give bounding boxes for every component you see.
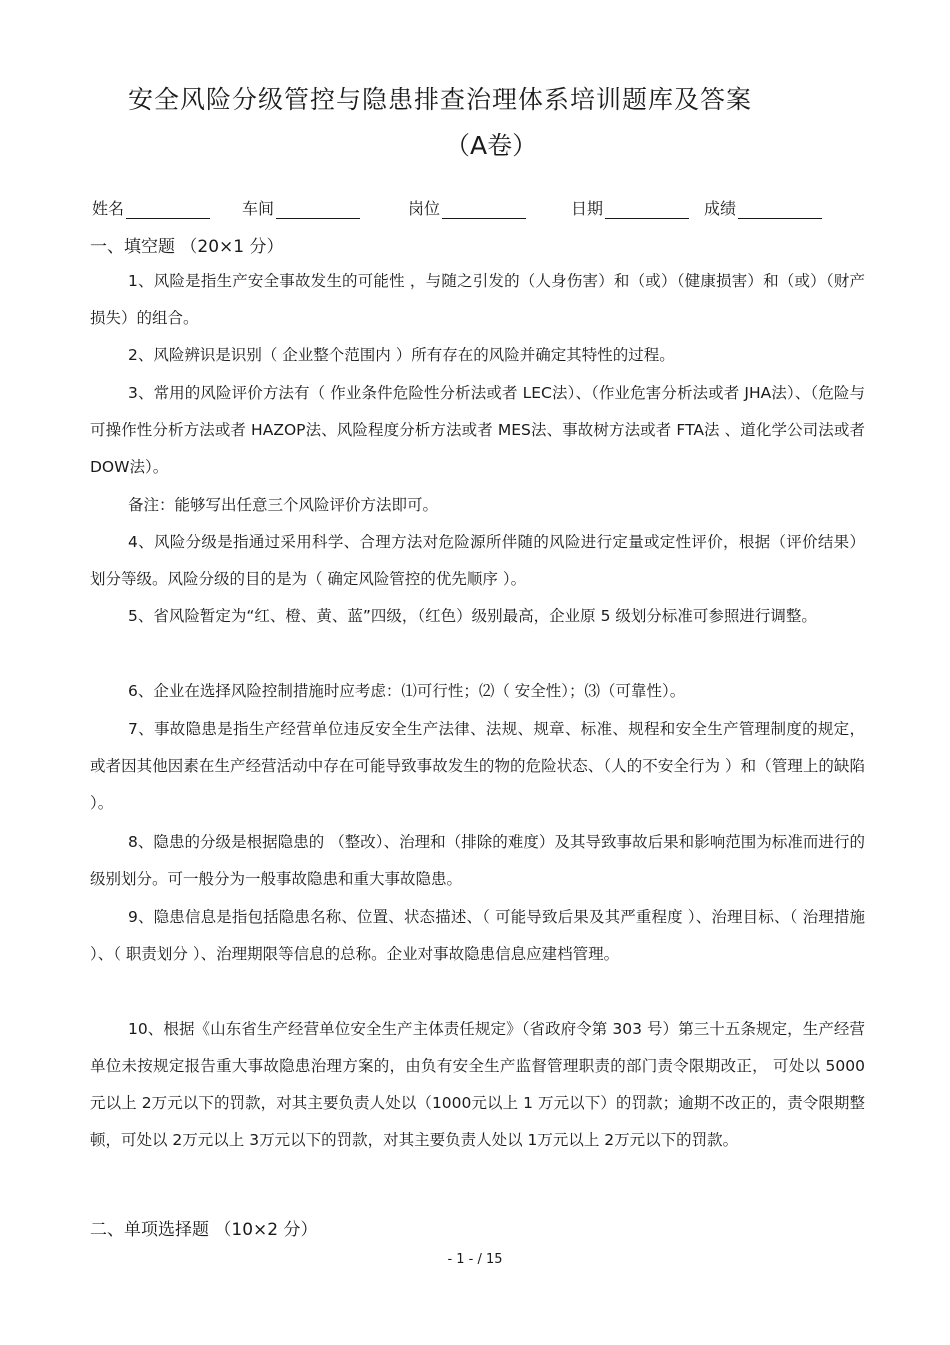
- page-number: - 1 - / 15: [447, 1252, 503, 1267]
- question-3: [90, 375, 865, 486]
- date-label: 日期: [571, 199, 604, 218]
- question-5: [90, 598, 865, 635]
- post-label: 岗位: [408, 199, 441, 218]
- question-10: [90, 1011, 865, 1159]
- post-field: [408, 196, 526, 219]
- question-9: [90, 899, 865, 973]
- workshop-blank: [276, 201, 360, 219]
- question-8: [90, 824, 865, 898]
- score-label: 成绩: [704, 199, 737, 218]
- question-6: [90, 673, 865, 710]
- score-field: [704, 196, 822, 219]
- question-7: [90, 711, 865, 822]
- section-fill-in-heading: 一、填空题 （20×1 分）: [90, 237, 284, 257]
- document-title: 安全风险分级管控与隐患排查治理体系培训题库及答案: [128, 85, 753, 114]
- score-blank: [738, 201, 822, 219]
- question-8-text: 8、隐患的分级是根据隐患的 （整改）、治理和（排除的难度）及其导致事故后果和影响范围为标准而进行的级别划分。可一般分为一般事故隐患和重大事故隐患。: [90, 833, 865, 888]
- workshop-field: [242, 196, 360, 219]
- name-field: [92, 196, 210, 219]
- question-6-text: 6、企业在选择风险控制措施时应考虑：⑴可行性；⑵（ 安全性）；⑶（可靠性）。: [128, 682, 686, 700]
- note-text: 备注：能够写出任意三个风险评价方法即可。: [128, 496, 439, 514]
- question-10-text: 10、根据《山东省生产经营单位安全生产主体责任规定》（省政府令第 303 号）第三十五条规定，生产经营单位未按规定报告重大事故隐患治理方案的，由负有安全生产监督管理职责的部门责令限期改正， 可处以 5000元以上 2万元以下的罚款，对其主要负责人处以（1000元以上 1 万元以下）的罚款；逾期不改正的，责令限期整顿，可处以 2万元以上 3万元以下的罚款，对其主要负责人处以 1万元以上 2万元以下的罚款。: [90, 1020, 865, 1149]
- question-2-text: 2、风险辨识是识别（ 企业整个范围内 ）所有存在的风险并确定其特性的过程。: [128, 346, 675, 364]
- question-3-text: 3、常用的风险评价方法有（ 作业条件危险性分析法或者 LEC法）、（作业危害分析法或者 JHA法）、（危险与可操作性分析方法或者 HAZOP法、风险程度分析方法或者 MES法、事故树方法或者 FTA法 、道化学公司法或者 DOW法）。: [90, 384, 865, 476]
- question-4-text: 4、风险分级是指通过采用科学、合理方法对危险源所伴随的风险进行定量或定性评价，根据（评价结果）划分等级。风险分级的目的是为（ 确定风险管控的优先顺序 ）。: [90, 533, 865, 588]
- date-field: [571, 196, 689, 219]
- workshop-label: 车间: [242, 199, 275, 218]
- question-1-text: 1、风险是指生产安全事故发生的可能性 ，与随之引发的（人身伤害）和（或）（健康损害）和（或）（财产损失）的组合。: [90, 272, 865, 327]
- name-label: 姓名: [92, 199, 125, 218]
- document-subtitle: （A卷）: [445, 131, 538, 160]
- question-4: [90, 524, 865, 598]
- question-1: [90, 263, 865, 337]
- question-7-text: 7、事故隐患是指生产经营单位违反安全生产法律、法规、规章、标准、规程和安全生产管理制度的规定，或者因其他因素在生产经营活动中存在可能导致事故发生的物的危险状态、（人的不安全行为 ）和（管理上的缺陷 ）。: [90, 720, 865, 812]
- date-blank: [605, 201, 689, 219]
- post-blank: [442, 201, 526, 219]
- section-single-choice-heading: 二、单项选择题 （10×2 分）: [90, 1220, 318, 1240]
- question-5-text: 5、省风险暂定为“红、橙、黄、蓝”四级，（红色）级别最高，企业原 5 级划分标准可参照进行调整。: [128, 607, 817, 625]
- question-2: [90, 337, 865, 374]
- question-9-text: 9、隐患信息是指包括隐患名称、位置、状态描述、（ 可能导致后果及其严重程度 ）、治理目标、（ 治理措施 ）、（ 职责划分 ）、治理期限等信息的总称。企业对事故隐患信息应建档管理。: [90, 908, 865, 963]
- name-blank: [126, 201, 210, 219]
- question-3-note: [90, 487, 865, 524]
